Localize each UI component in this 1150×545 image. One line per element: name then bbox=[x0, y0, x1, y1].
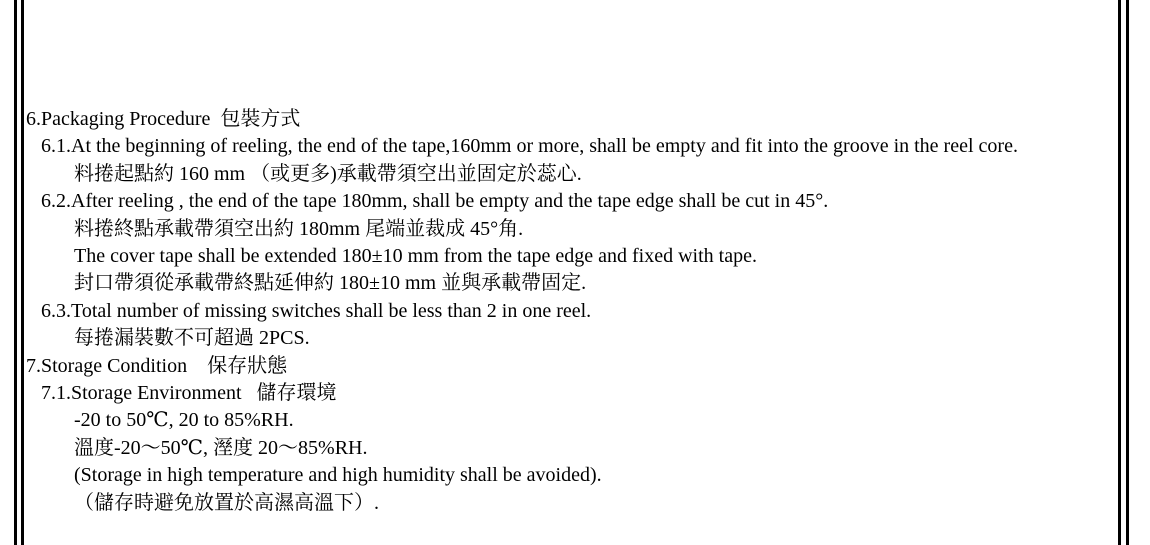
item-7-1-note-en: (Storage in high temperature and high humidity shall be avoided). bbox=[74, 464, 602, 487]
section-6-heading: 6.Packaging Procedure 包裝方式 bbox=[26, 108, 301, 130]
page-border-right bbox=[1118, 0, 1129, 545]
page-border-left bbox=[14, 0, 24, 545]
item-6-2-en: 6.2.After reeling , the end of the tape 180mm, shall be empty and the tape edge shall be cut in 45°. bbox=[41, 190, 829, 213]
item-6-2-cover-tape-zh: 封口帶須從承載帶終點延伸約 180±10 mm 並與承載帶固定. bbox=[74, 272, 587, 295]
item-6-2-zh: 料捲終點承載帶須空出約 180mm 尾端並裁成 45°角. bbox=[74, 217, 524, 240]
item-7-1-range-en: -20 to 50℃, 20 to 85%RH. bbox=[74, 409, 294, 432]
item-6-1-en: 6.1.At the beginning of reeling, the end of the tape,160mm or more, shall be empty and fit into the groove in the reel core. bbox=[41, 135, 1018, 158]
section-7-heading: 7.Storage Condition 保存狀態 bbox=[26, 354, 288, 377]
item-6-3-zh: 每捲漏裝數不可超過 2PCS. bbox=[74, 327, 310, 350]
item-6-1-zh: 料捲起點約 160 mm （或更多)承載帶須空出並固定於蕊心. bbox=[74, 162, 582, 185]
document-text-block bbox=[24, 106, 1118, 517]
item-7-1-heading: 7.1.Storage Environment 儲存環境 bbox=[41, 382, 337, 405]
item-7-1-range-zh: 溫度-20～50℃, 溼度 20～85%RH. bbox=[74, 436, 368, 459]
item-6-2-cover-tape-en: The cover tape shall be extended 180±10 mm from the tape edge and fixed with tape. bbox=[74, 245, 757, 268]
item-7-1-note-zh: （儲存時避免放置於高濕高溫下）. bbox=[74, 491, 379, 514]
item-6-3-en: 6.3.Total number of missing switches shall be less than 2 in one reel. bbox=[41, 299, 592, 322]
